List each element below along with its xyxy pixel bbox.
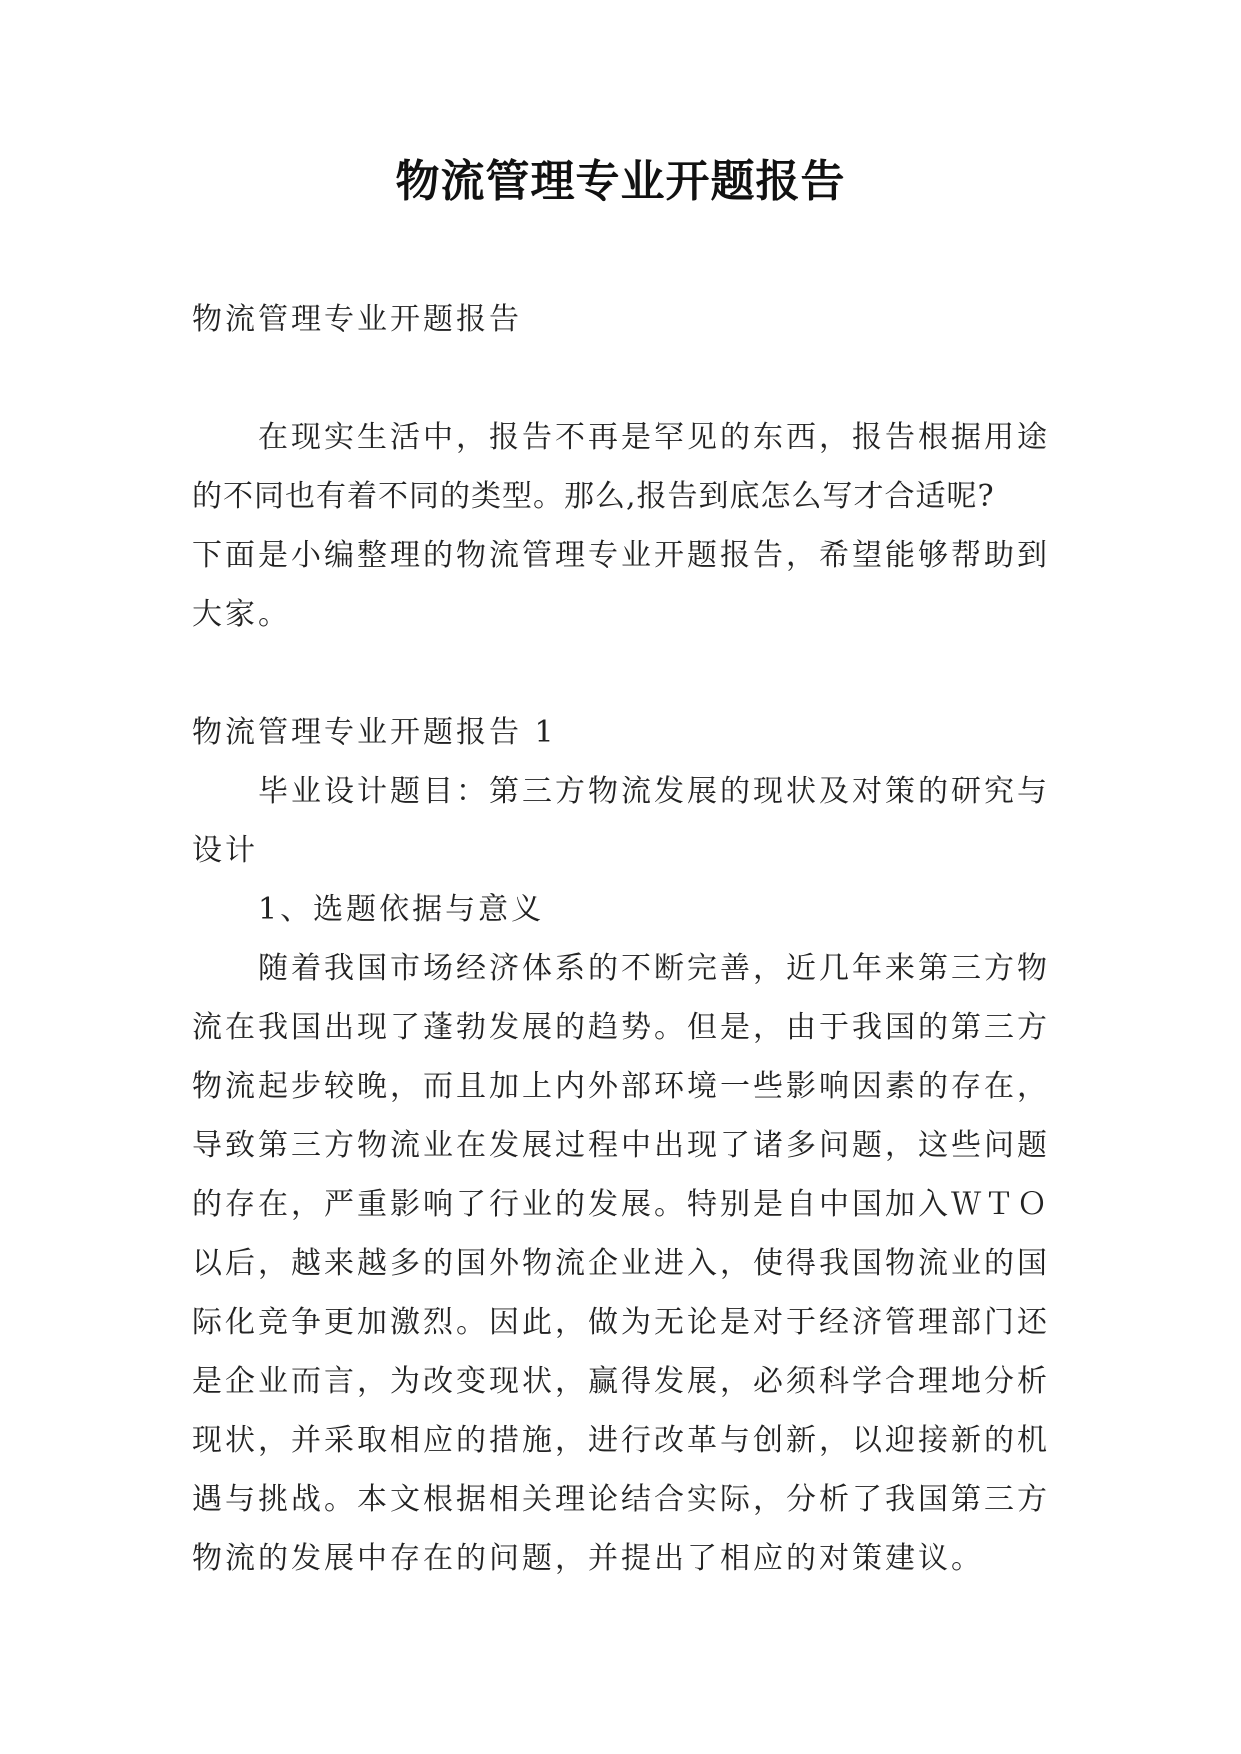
intro-line: 大家。	[192, 597, 291, 632]
spacer	[192, 349, 1054, 408]
topic-paragraph	[192, 762, 1054, 880]
document-title: 物流管理专业开题报告	[395, 156, 846, 207]
body-line: 随着我国市场经济体系的不断完善，近几年来第三方物	[258, 951, 1050, 986]
body-line: 物流的发展中存在的问题，并提出了相应的对策建议。	[192, 1541, 984, 1576]
topic-line: 毕业设计题目：第三方物流发展的现状及对策的研究与	[258, 774, 1050, 809]
topic-line: 设计	[192, 833, 258, 868]
body-line: 的存在，严重影响了行业的发展。特别是自中国加入ＷＴＯ	[192, 1187, 1050, 1222]
body-line: 是企业而言，为改变现状，赢得发展，必须科学合理地分析	[192, 1364, 1050, 1399]
body-line: 际化竞争更加激烈。因此，做为无论是对于经济管理部门还	[192, 1305, 1050, 1340]
section-heading: 物流管理专业开题报告 1	[192, 715, 557, 750]
body-paragraph	[192, 939, 1054, 1588]
spacer	[192, 644, 1054, 703]
body-line: 遇与挑战。本文根据相关理论结合实际，分析了我国第三方	[192, 1482, 1050, 1517]
subtitle: 物流管理专业开题报告	[192, 302, 522, 337]
body-line: 以后，越来越多的国外物流企业进入，使得我国物流业的国	[192, 1246, 1050, 1281]
intro-line: 的不同也有着不同的类型。那么,报告到底怎么写才合适呢?	[192, 479, 995, 514]
numbered-heading: 1、选题依据与意义	[258, 892, 545, 927]
intro-paragraph	[192, 408, 1054, 644]
document-body	[192, 290, 1054, 1588]
intro-line: 下面是小编整理的物流管理专业开题报告，希望能够帮助到	[192, 538, 1050, 573]
body-line: 现状，并采取相应的措施，进行改革与创新，以迎接新的机	[192, 1423, 1050, 1458]
intro-line: 在现实生活中，报告不再是罕见的东西，报告根据用途	[258, 420, 1050, 455]
body-line: 物流起步较晚，而且加上内外部环境一些影响因素的存在，	[192, 1069, 1050, 1104]
body-line: 导致第三方物流业在发展过程中出现了诸多问题，这些问题	[192, 1128, 1050, 1163]
body-line: 流在我国出现了蓬勃发展的趋势。但是，由于我国的第三方	[192, 1010, 1050, 1045]
